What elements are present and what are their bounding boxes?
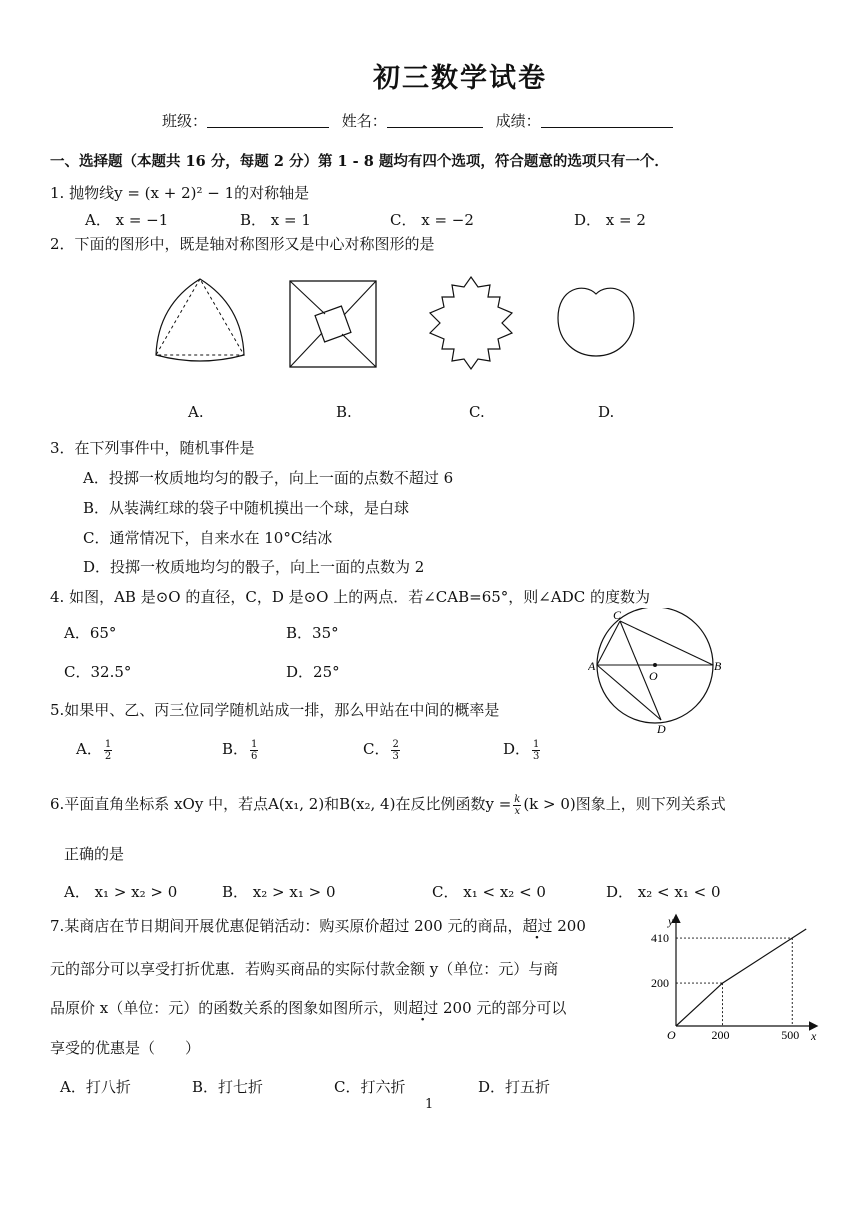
x-axis-label: x (811, 1029, 817, 1043)
x-tick-label-1: 500 (781, 1028, 800, 1042)
q7-function-chart (650, 908, 822, 1048)
q2-label-c: C. (469, 403, 485, 421)
q1-stem: 1. 抛物线y = (x + 2)² − 1的对称轴是 (50, 184, 310, 202)
q4-stem: 4. 如图，AB 是⊙O 的直径，C，D 是⊙O 上的两点．若∠CAB=65°，则∠ADC 的度数为 (50, 588, 650, 606)
q4-option-d: D．25° (286, 663, 340, 681)
q2-label-a: A. (188, 403, 204, 421)
q2-label-b: B. (336, 403, 352, 421)
q6-option-b: B． x₂ > x₁ > 0 (222, 883, 336, 901)
class-blank[interactable] (207, 113, 329, 128)
name-label: 姓名： (341, 112, 387, 130)
q6-option-a: A． x₁ > x₂ > 0 (64, 883, 178, 901)
x-tick-label-0: 200 (711, 1028, 730, 1042)
header-info (162, 110, 673, 131)
q6-stem-continued: 正确的是 (64, 845, 125, 863)
q3-option-c: C．通常情况下，自来水在 10°C结冰 (83, 529, 333, 547)
class-label: 班级： (162, 112, 208, 130)
q7-option-c: C．打六折 (334, 1078, 406, 1096)
series-line (676, 929, 806, 1026)
q5-option-a: A． $\frac{1}{2}$ (76, 738, 112, 762)
q4-option-c: C．32.5° (64, 663, 132, 681)
q7-line-3: 品原价 x（单位：元）的函数关系的图象如图所示，则超过 200 元的部分可以 (50, 999, 567, 1017)
point-o-label: O (649, 669, 658, 683)
q7-line-1: 7.某商店在节日期间开展优惠促销活动：购买原价超过 200 元的商品，超过 200 (50, 917, 586, 935)
q2-figure-c (422, 275, 520, 371)
y-tick-label-1: 410 (651, 931, 669, 946)
origin-label: O (667, 1028, 676, 1042)
q3-option-d: D．投掷一枚质地均匀的骰子，向上一面的点数为 2 (83, 558, 425, 576)
q2-figure-a (150, 275, 250, 367)
q2-label-d: D. (598, 403, 615, 421)
q7-option-a: A．打八折 (60, 1078, 131, 1096)
q4-option-a: A．65° (64, 624, 117, 642)
y-axis-label: y (668, 914, 674, 928)
q5-stem: 5.如果甲、乙、丙三位同学随机站成一排，那么甲站在中间的概率是 (50, 701, 500, 719)
point-b-label: B (714, 659, 722, 673)
q6-option-d: D． x₂ < x₁ < 0 (606, 883, 721, 901)
q6-option-c: C． x₁ < x₂ < 0 (432, 883, 546, 901)
score-label: 成绩： (495, 112, 541, 130)
q1-option-a: A． x = −1 (85, 211, 169, 229)
y-tick-label-0: 200 (651, 976, 669, 991)
q5-option-d: D． $\frac{1}{3}$ (503, 738, 540, 762)
point-d-label: D (657, 722, 666, 736)
q1-option-d: D． x = 2 (574, 211, 646, 229)
q2-figure-b (286, 277, 380, 371)
q4-circle-figure (588, 608, 726, 736)
q7-option-d: D．打五折 (478, 1078, 551, 1096)
q7-line-4: 享受的优惠是（ ） (50, 1039, 201, 1057)
score-blank[interactable] (541, 113, 673, 128)
q3-option-a: A．投掷一枚质地均匀的骰子，向上一面的点数不超过 6 (83, 469, 454, 487)
point-c-label: C (613, 608, 622, 622)
q1-option-c: C． x = −2 (390, 211, 474, 229)
q4-option-b: B．35° (286, 624, 339, 642)
q7-line-2: 元的部分可以享受打折优惠．若购买商品的实际付款金额 y（单位：元）与商 (50, 960, 559, 978)
q7-option-b: B．打七折 (192, 1078, 264, 1096)
page-number: 1 (425, 1097, 434, 1112)
section-heading: 一、选择题（本题共 16 分，每题 2 分）第 1 - 8 题均有四个选项，符合题意的选项只有一个． (50, 153, 669, 170)
q5-option-b: B． $\frac{1}{6}$ (222, 738, 258, 762)
q2-stem: 2．下面的图形中，既是轴对称图形又是中心对称图形的是 (50, 235, 435, 253)
q5-option-c: C． $\frac{2}{3}$ (363, 738, 399, 762)
q3-option-b: B．从装满红球的袋子中随机摸出一个球，是白球 (83, 499, 410, 517)
q2-figure-d (554, 282, 638, 360)
point-a-label: A (588, 659, 596, 673)
q6-stem: 6.平面直角坐标系 xOy 中，若点A(x₁, 2)和B(x₂, 4)在反比例函数y = $\frac{k}{x}$ (k > 0)图象上，则下列关系式 (50, 793, 726, 817)
q1-option-b: B． x = 1 (240, 211, 311, 229)
q3-stem: 3．在下列事件中，随机事件是 (50, 439, 255, 457)
page-title: 初三数学试卷 (373, 63, 547, 94)
name-blank[interactable] (387, 113, 483, 128)
